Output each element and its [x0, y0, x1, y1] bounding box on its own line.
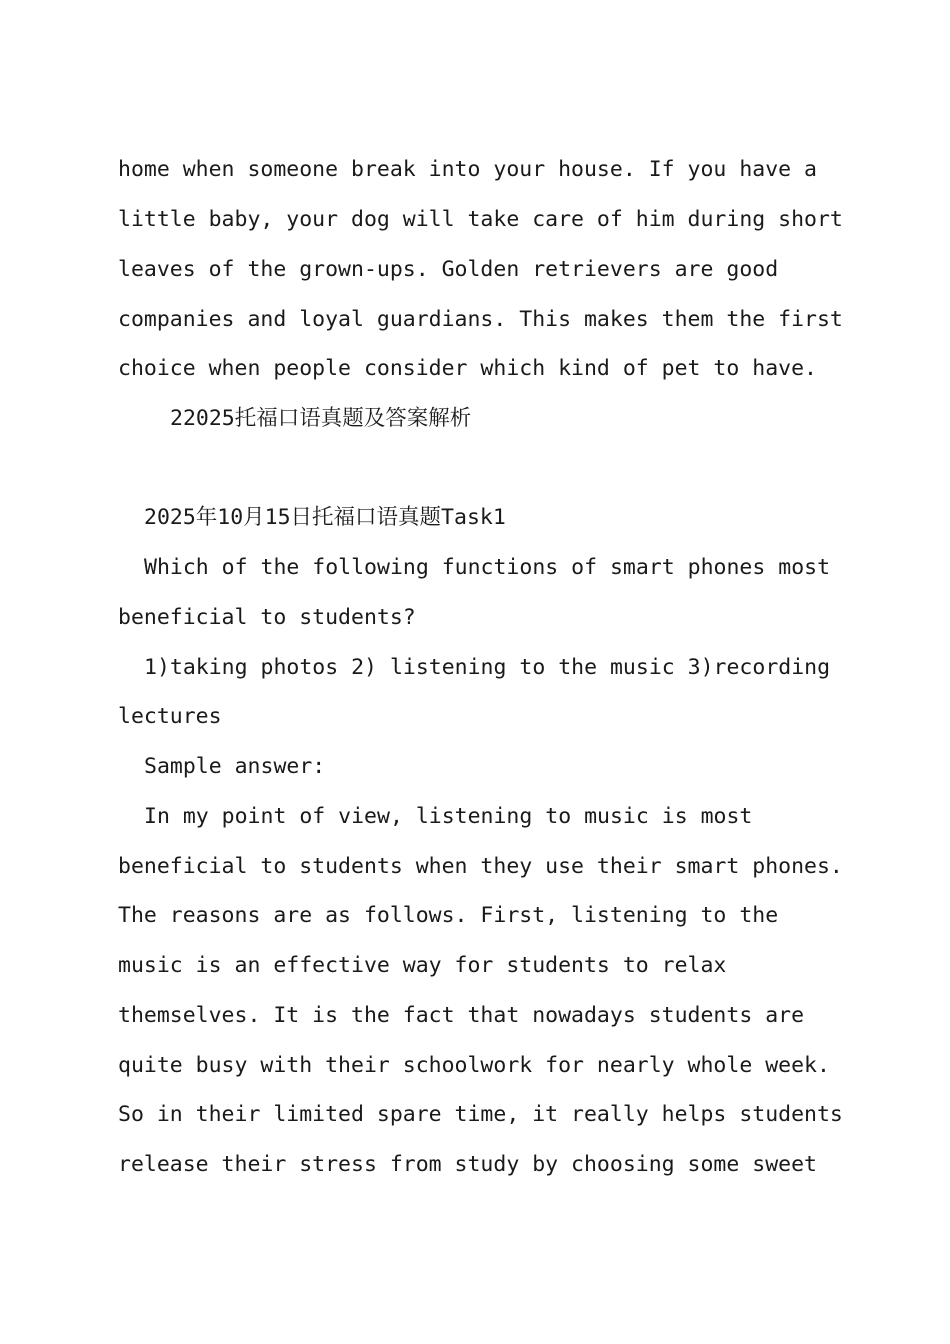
options-line: 1)taking photos 2) listening to the music 3)recording	[144, 655, 831, 680]
paragraph-line: choice when people consider which kind of pet to have.	[118, 356, 817, 381]
paragraph-line: companies and loyal guardians. This makes them the first	[118, 307, 843, 332]
task-title: 2025年10月15日托福口语真题Task1	[144, 505, 506, 530]
answer-line: So in their limited spare time, it really helps students	[118, 1102, 843, 1127]
paragraph-line: little baby, your dog will take care of him during short	[118, 207, 843, 232]
answer-line: release their stress from study by choosing some sweet	[118, 1152, 817, 1177]
question-line: Which of the following functions of smart phones most	[144, 555, 831, 580]
answer-line: music is an effective way for students to relax	[118, 953, 727, 978]
question-line: beneficial to students?	[118, 605, 416, 630]
paragraph-line: home when someone break into your house. If you have a	[118, 157, 817, 182]
answer-line: In my point of view, listening to music is most	[144, 804, 753, 829]
answer-line: The reasons are as follows. First, listening to the	[118, 903, 779, 928]
section-heading: 22025托福口语真题及答案解析	[170, 406, 472, 431]
paragraph-line: leaves of the grown-ups. Golden retrievers are good	[118, 257, 779, 282]
sample-answer-label: Sample answer:	[144, 754, 326, 779]
options-line: lectures	[118, 704, 222, 729]
answer-line: themselves. It is the fact that nowadays students are	[118, 1003, 805, 1028]
answer-line: quite busy with their schoolwork for nearly whole week.	[118, 1053, 830, 1078]
answer-line: beneficial to students when they use their smart phones.	[118, 854, 843, 879]
